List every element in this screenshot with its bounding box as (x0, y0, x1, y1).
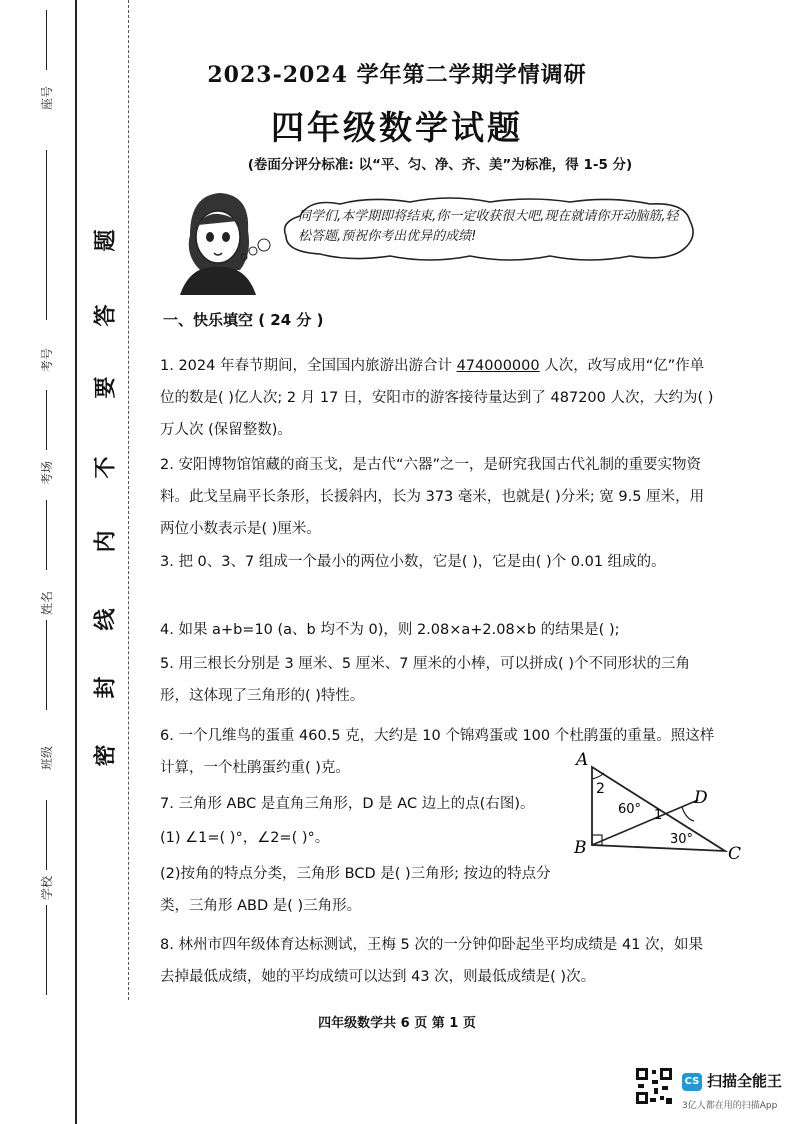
label-d: D (694, 788, 708, 808)
question-8: 8. 林州市四年级体育达标测试，王梅 5 次的一分钟仰卧起坐平均成绩是 41 次，如果去掉最低成绩，她的平均成绩可以达到 43 次，则最低成绩是( )次。 (160, 937, 704, 985)
seal-char-da: 答 (92, 304, 119, 327)
triangle-figure (570, 745, 745, 865)
school-fill-line (46, 905, 47, 995)
exam-number-label: 考号 (40, 347, 54, 372)
question-3: 3. 把 0、3、7 组成一个最小的两位小数，它是( )，它是由( )个 0.01 组成的。 (160, 554, 666, 570)
exam-title: 2023-2024 学年第二学期学情调研 (207, 62, 587, 88)
school-line (46, 800, 47, 870)
seal-char-mi: 密 (92, 744, 119, 767)
camscanner-icon: CS (682, 1073, 702, 1091)
page-footer: 四年级数学共 6 页 第 1 页 (318, 1016, 476, 1031)
camscanner-brand: 扫描全能王 (707, 1072, 783, 1090)
qr-code-icon (634, 1066, 674, 1106)
binding-line (75, 0, 77, 1124)
label-angle-60: 60° (618, 802, 642, 817)
class-line (46, 620, 47, 710)
exam-room-line (46, 390, 47, 450)
label-angle-2: 2 (596, 781, 605, 797)
section-1-heading: 一、快乐填空 ( 24 分 ) (163, 311, 324, 329)
girl-illustration (160, 185, 280, 295)
question-1-text-a: 1. 2024 年春节期间，全国国内旅游出游合计 (160, 358, 457, 374)
exam-subject: 四年级数学试题 (271, 108, 523, 147)
exam-room-label: 考场 (40, 460, 54, 485)
question-5: 5. 用三根长分别是 3 厘米、5 厘米、7 厘米的小棒，可以拼成( )个不同形状的三角形，这体现了三角形的( )特性。 (160, 656, 690, 704)
question-7-title: 7. 三角形 ABC 是直角三角形，D 是 AC 边上的点(右图)。 (160, 796, 535, 812)
seal-char-feng: 封 (92, 676, 119, 699)
seal-char-ti: 题 (92, 229, 119, 252)
question-7-part-1: (1) ∠1=( )°，∠2=( )°。 (160, 830, 330, 846)
question-4: 4. 如果 a+b=10 (a、b 均不为 0)，则 2.08×a+2.08×b 的结果是( ); (160, 622, 620, 638)
exam-number-line (46, 150, 47, 320)
school-label: 学校 (40, 875, 54, 900)
question-1-number: 474000000 (456, 358, 540, 374)
seal-char-xian: 线 (92, 608, 119, 631)
name-line (46, 500, 47, 570)
name-label: 姓名 (40, 590, 54, 615)
label-b: B (574, 838, 587, 858)
label-angle-1: 1 (654, 808, 663, 823)
label-a: A (576, 750, 589, 770)
question-2: 2. 安阳博物馆馆藏的商玉戈，是古代“六器”之一，是研究我国古代礼制的重要实物资料。此戈呈扁平长条形，长援斜内，长为 373 毫米，也就是( )分米; 宽 9.5 厘米，用两位小数表示是( )厘米。 (160, 457, 705, 537)
seal-char-yao: 要 (92, 376, 119, 399)
speech-cloud-text: 同学们,本学期即将结束,你一定收获很大吧,现在就请你开动脑筋,轻松答题,预祝你考出优异的成绩! (298, 209, 679, 244)
scoring-note: (卷面分评分标准: 以“平、匀、净、齐、美”为标准，得 1-5 分) (247, 157, 633, 173)
question-1-text-b: 人次，改写成用“亿”作单位的数是( )亿人次; 2 月 17 日，安阳市的游客接待量达到了 487200 人次，大约为( )万人次 (保留整数)。 (160, 358, 714, 438)
seal-dashed-line (128, 0, 129, 1000)
question-7-part-2: (2)按角的特点分类，三角形 BCD 是( )三角形; 按边的特点分类，三角形 ABD 是( )三角形。 (160, 866, 551, 914)
camscanner-tagline: 3亿人都在用的扫描App (682, 1101, 778, 1111)
seal-char-nei: 内 (92, 530, 119, 553)
label-c: C (728, 844, 742, 864)
label-angle-30: 30° (670, 832, 694, 847)
question-1 (160, 350, 715, 446)
class-label: 班级 (40, 745, 54, 770)
seal-char-bu: 不 (92, 456, 119, 479)
question-6: 6. 一个几维鸟的蛋重 460.5 克，大约是 10 个锦鸡蛋或 100 个杜鹃蛋的重量。照这样计算，一个杜鹃蛋约重( )克。 (160, 728, 715, 776)
seat-number-label: 座号 (40, 85, 54, 110)
